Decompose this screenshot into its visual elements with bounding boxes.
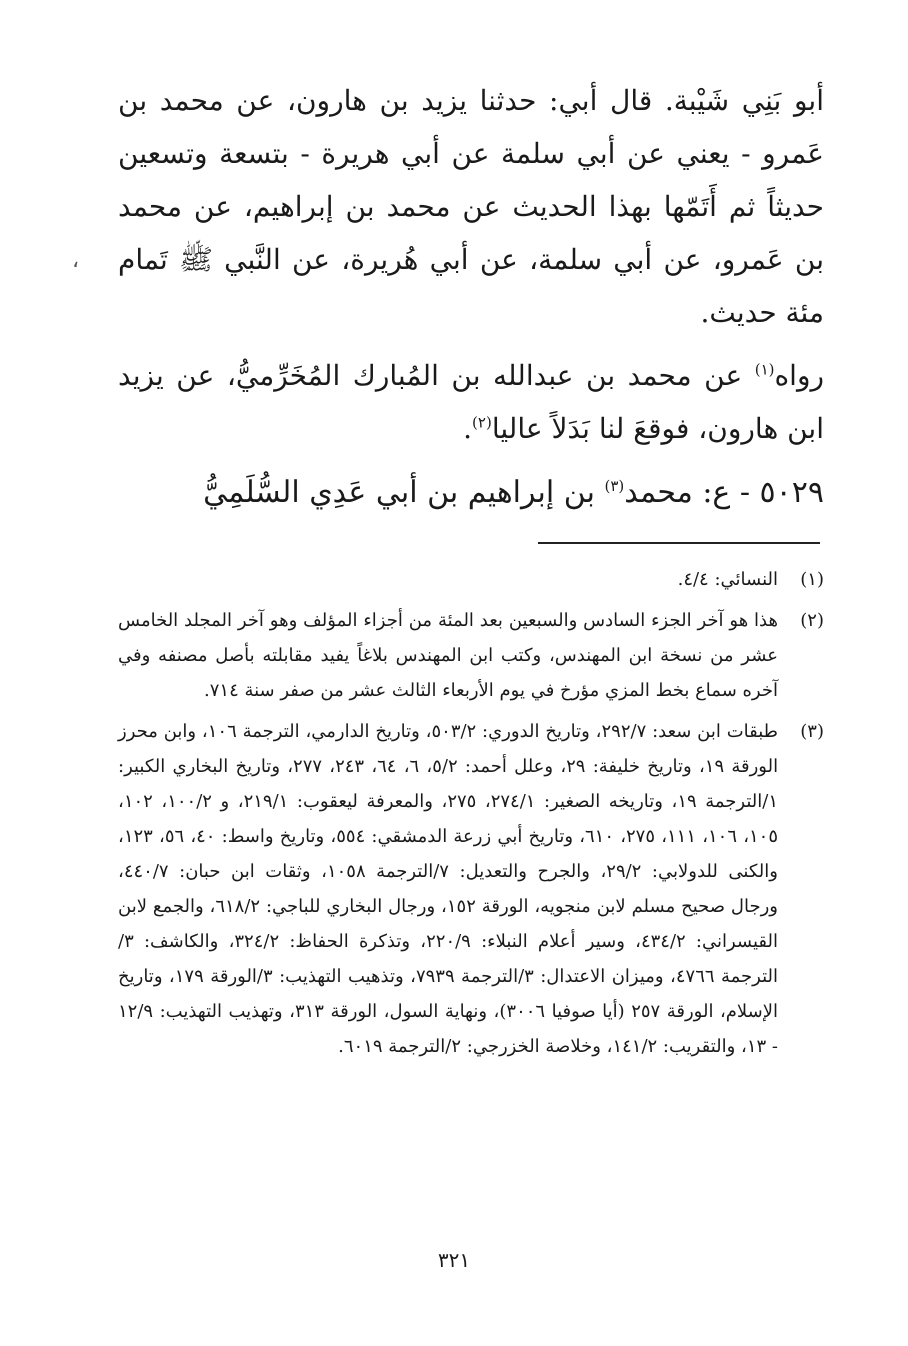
footnote-number: (١) — [800, 569, 824, 590]
page-number: ٣٢١ — [437, 1248, 471, 1272]
footnote-separator — [538, 542, 820, 544]
footnote-number: (٢) — [800, 610, 824, 631]
footnote-ref-2[interactable]: (٢) — [472, 413, 492, 432]
entry-heading-text-a: ٥٠٢٩ - ع: محمد — [624, 475, 824, 510]
margin-mark: ، — [72, 248, 80, 273]
main-text — [118, 74, 824, 521]
paragraph-2-text-c: . — [463, 412, 473, 445]
footnote-number: (٣) — [800, 721, 824, 742]
footnote-2 — [118, 603, 824, 708]
paragraph-2-text-a: رواه — [774, 359, 824, 392]
paragraph-1: أبو بَنِي شَيْبة. قال أبي: حدثنا يزيد بن هارون، عن محمد بن عَمرو - يعني عن أبي سلمة عن أبي هريرة - بتسعة وتسعين حديثاً ثم أَتَمّها بهذا الحديث عن محمد بن إبراهيم، عن محمد بن عَمرو، عن أبي سلمة، عن أبي هُريرة، عن النَّبي ﷺ تَمام مئة حديث. — [118, 84, 824, 329]
entry-heading-text-b: بن إبراهيم بن أبي عَدِي السُّلَمِيُّ — [203, 475, 605, 510]
footnote-ref-3[interactable]: (٣) — [604, 477, 625, 495]
paragraph-2 — [118, 349, 824, 455]
footnote-ref-1[interactable]: (١) — [754, 360, 775, 379]
footnote-text: طبقات ابن سعد: ٢٩٢/٧، وتاريخ الدوري: ٥٠٣/٢، وتاريخ الدارمي، الترجمة ١٠٦، وابن محرز الورقة ١٩، وتاريخ خليفة: ٢٩، وعلل أحمد: ٥/٢، ٦، ٦٤، ٢٤٣، ٢٧٧، وتاريخ البخاري الكبير: ١/الترجمة ١٩، وتاريخه الصغير: ٢٧٤/١، ٢٧٥، والمعرفة ليعقوب: ٢١٩/١، و ١٠٠/٢، ١٠٢، ١٠٥، ١٠٦، ١١١، ٢٧٥، ٦١٠، وتاريخ أبي زرعة الدمشقي: ٥٥٤، وتاريخ واسط: ٤٠، ٥٦، ١٢٣، والكنى للدولابي: ٢٩/٢، والجرح والتعديل: ٧/الترجمة ١٠٥٨، وثقات ابن حبان: ٤٤٠/٧، ورجال صحيح مسلم لابن منجويه، الورقة ١٥٢، ورجال البخاري للباجي: ٦١٨/٢، والجمع لابن القيسراني: ٤٣٤/٢، وسير أعلام النبلاء: ٢٢٠/٩، وتذكرة الحفاظ: ٣٢٤/٢، والكاشف: ٣/الترجمة ٤٧٦٦، وميزان الاعتدال: ٣/الترجمة ٧٩٣٩، وتذهيب التهذيب: ٣/الورقة ١٧٩، وتاريخ الإسلام، الورقة ٢٥٧ (أيا صوفيا ٣٠٠٦)، ونهاية السول، الورقة ٣١٣، وتهذيب التهذيب: ١٢/٩ - ١٣، والتقريب: ١٤١/٢، وخلاصة الخزرجي: ٢/الترجمة ٦٠١٩. — [118, 721, 779, 1057]
footnote-text: النسائي: ٤/٤. — [677, 569, 778, 590]
entry-heading — [118, 465, 824, 521]
footnote-1 — [118, 562, 824, 597]
footnotes — [118, 562, 824, 1064]
footnote-text: هذا هو آخر الجزء السادس والسبعين بعد المئة من أجزاء المؤلف وهو آخر المجلد الخامس عشر من نسخة ابن المهندس، وكتب ابن المهندس بلاغاً يفيد مقابلته بأصل مصنفه وفي آخره سماع بخط المزي مؤرخ في يوم الأربعاء الثالث عشر من صفر سنة ٧١٤. — [118, 610, 778, 701]
footnote-3 — [118, 714, 824, 1064]
paragraph-2-text-b: عن محمد بن عبدالله بن المُبارك المُخَرِّميُّ، عن يزيد ابن هارون، فوقعَ لنا بَدَلاً عاليا — [118, 359, 824, 445]
